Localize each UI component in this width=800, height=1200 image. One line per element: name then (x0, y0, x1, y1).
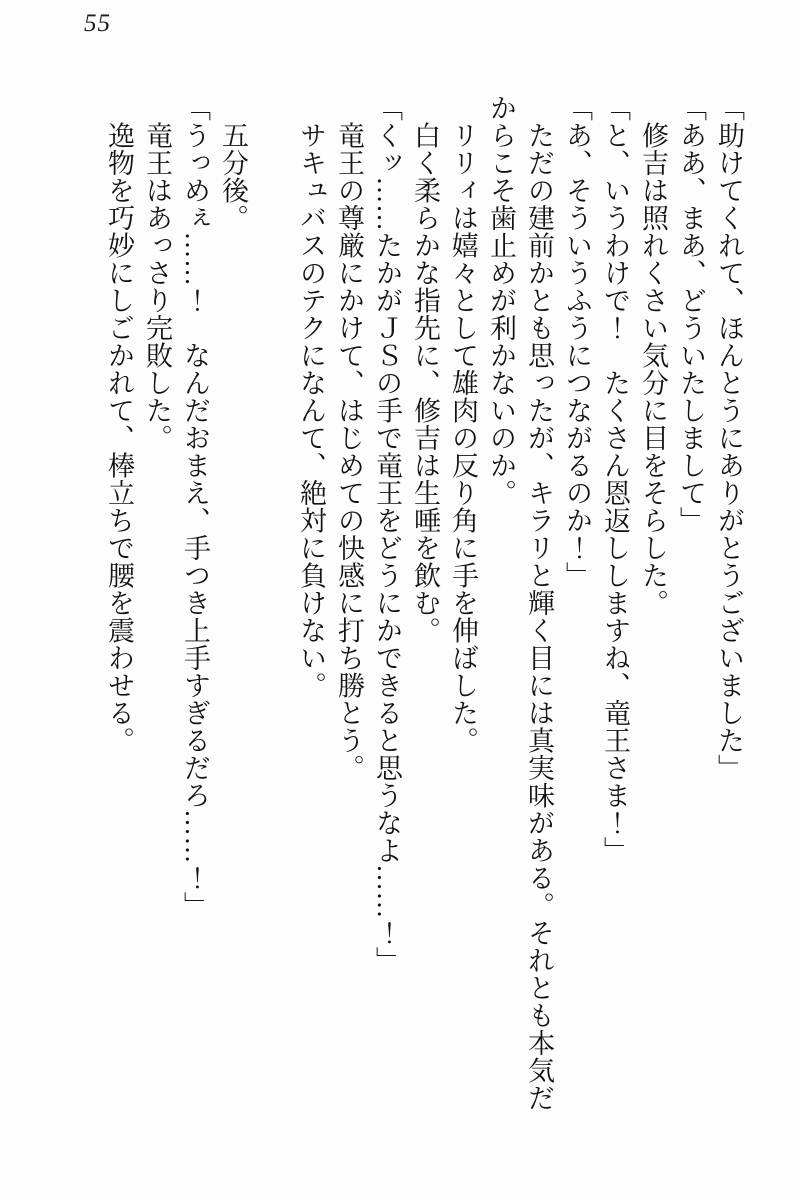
paragraph-5: 「あ、そういうふうにつながるのか！」 (562, 94, 592, 589)
paragraph-10: 竜王の尊厳にかけて、はじめての快感に打ち勝とう。 (334, 94, 364, 782)
vertical-text-block (100, 94, 748, 1134)
paragraph-6: ただの建前かとも思ったが、キラリと輝く目には真実味がある。それとも本気だからこそ歯止めが利かないのか。 (486, 94, 554, 1112)
paragraph-3: 修吉は照れくさい気分に目をそらした。 (638, 94, 668, 617)
paragraph-15: 逸物を巧妙にしごかれて、棒立ちで腰を震わせる。 (104, 94, 134, 754)
paragraph-11: サキュバスのテクになんて、絶対に負けない。 (296, 94, 326, 699)
paragraph-13: 「うっめぇ……！ なんだおまえ、手つき上手すぎるだろ……！」 (180, 94, 210, 919)
paragraph-14: 竜王はあっさり完敗した。 (142, 94, 172, 452)
paragraph-4: 「と、いうわけで！ たくさん恩返ししますね、竜王さま！」 (600, 94, 630, 864)
paragraph-2: 「ああ、まあ、どういたしまして」 (676, 94, 706, 534)
paragraph-9: 「くッ……たかがＪＳの手で竜王をどうにかできると思うなよ……！」 (372, 94, 402, 974)
page-number: 55 (84, 10, 111, 37)
paragraph-1: 「助けてくれて、ほんとうにありがとうございました」 (714, 94, 744, 782)
paragraph-7: リリィは嬉々として雄肉の反り角に手を伸ばした。 (448, 94, 478, 754)
paragraph-8: 白く柔らかな指先に、修吉は生唾を飲む。 (410, 94, 440, 644)
paragraph-12: 五分後。 (218, 94, 248, 232)
